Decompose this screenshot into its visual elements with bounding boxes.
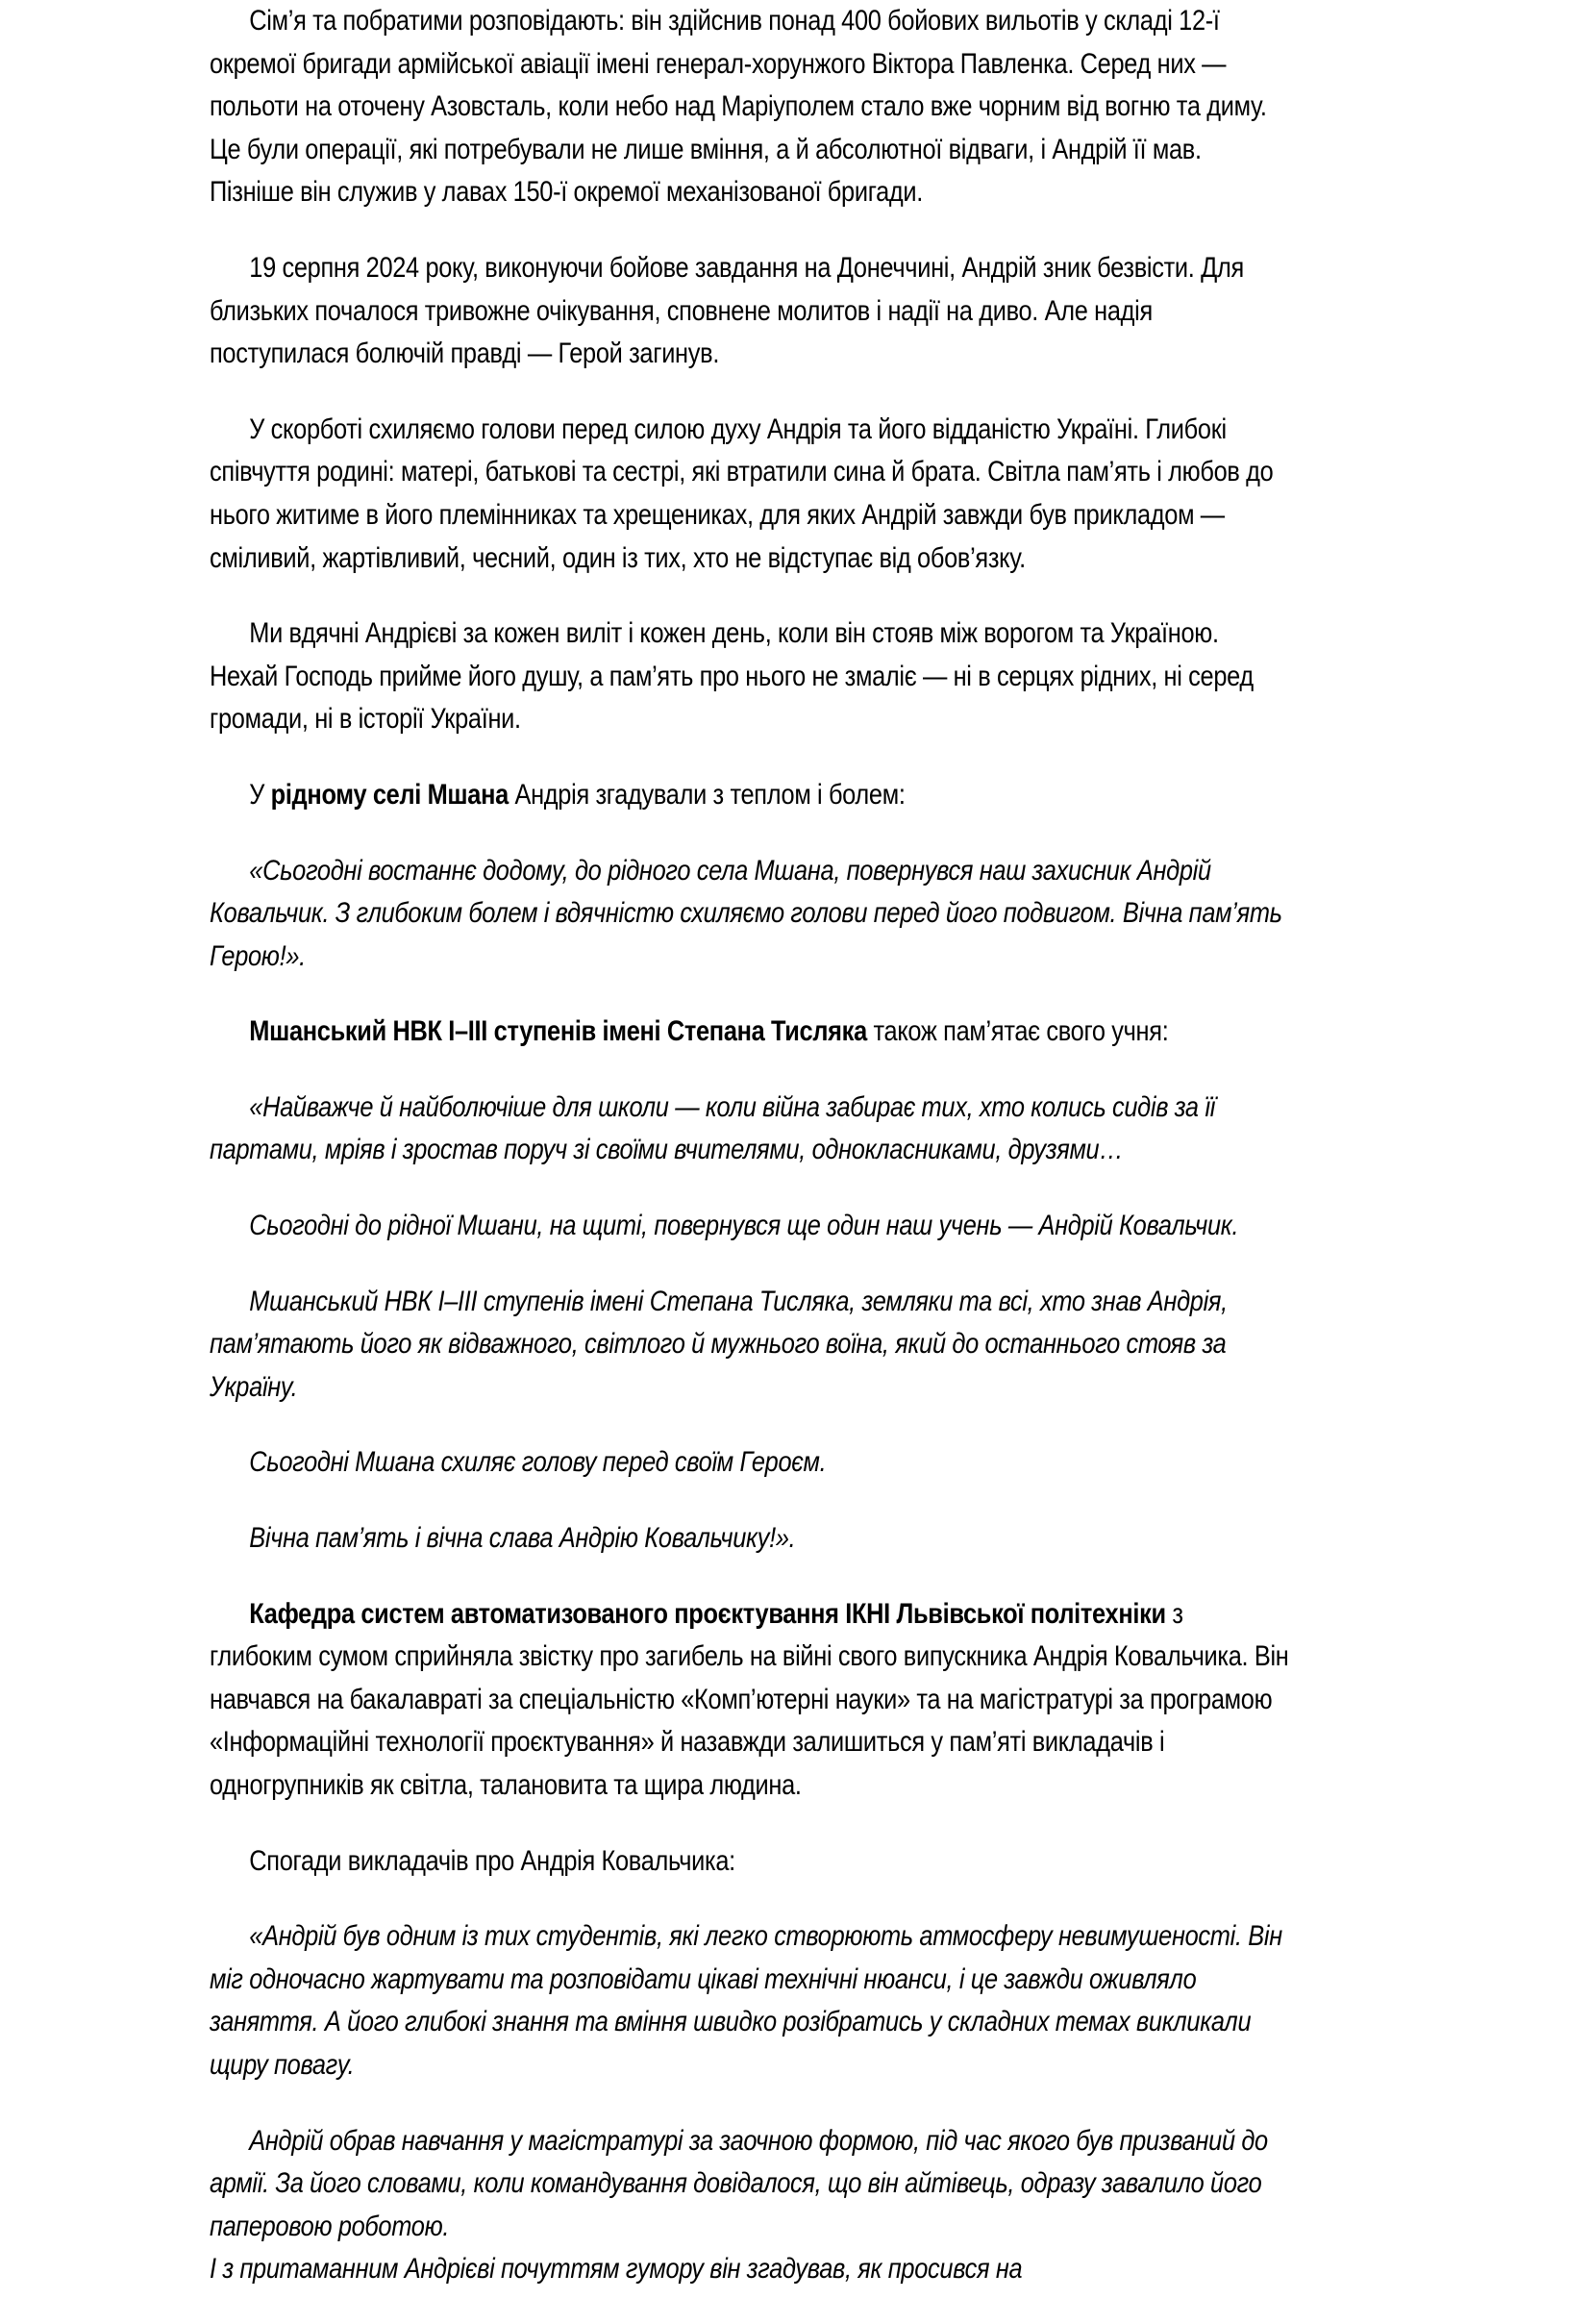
- lead-tail-school: також пам’ятає свого учня:: [866, 1015, 1169, 1048]
- quote-teacher-1: «Андрій був одним із тих студентів, які легко створюють атмосферу невимушеності. Він міг одночасно жартувати та розповідати цікаві технічні нюанси, і це завжди оживляло заняття. А його глибокі знання та вміння швидко розібратись у складних темах викликали щиру повагу.: [210, 1920, 1282, 2081]
- quote-teacher-2: Андрій обрав навчання у магістратурі за заочною формою, під час якого був призваний до армії. За його словами, коли командування довідалося, що він айтівець, одразу завалило його паперовою роботою.: [210, 2124, 1268, 2242]
- paragraph-4: Ми вдячні Андрієві за кожен виліт і кожен день, коли він стояв між ворогом та Україною. Нехай Господь прийме його душу, а пам’ять про нього не змаліє — ні в серцях рідних, ні серед громади, ні в історії України.: [210, 617, 1254, 736]
- paragraph-7-lead-school: [210, 1011, 1290, 1054]
- quote-school-4: Сьогодні Мшана схиляє голову перед своїм Героєм.: [249, 1446, 827, 1479]
- lead-bold-mshana: рідному селі Мшана: [270, 778, 509, 811]
- lead-bold-department: Кафедра систем автоматизованого проєктування ІКНІ Львівської політехніки: [249, 1597, 1166, 1630]
- quote-teacher-3-continued: І з притаманним Андрієві почуттям гумору він згадував, як просився на: [210, 2253, 1023, 2286]
- paragraph-13-lead-department: [210, 1593, 1290, 1808]
- paragraph-2: 19 серпня 2024 року, виконуючи бойове завдання на Донеччині, Андрій зник безвісти. Для близьких почалося тривожне очікування, сповнене молитов і надії на диво. Але надія поступилася болючій правді — Герой загинув.: [210, 251, 1244, 370]
- paragraph-3: У скорботі схиляємо голови перед силою духу Андрія та його відданістю Україні. Глибокі співчуття родині: матері, батькові та сестрі, які втратили сина й брата. Світла пам’ять і любов до нього житиме в його племінниках та хрещениках, для яких Андрій завжди був прикладом — сміливий, жартівливий, чесний, один із тих, хто не відступає від обов’язку.: [210, 412, 1274, 574]
- lead-tail-department: з глибоким сумом сприйняла звістку про загибель на війні свого випускника Андрія Ковальчика. Він навчався на бакалавраті за спеціальністю «Комп’ютерні науки» та на магістратурі за програмою «Інформаційні технології проєктування» й назавжди залишиться у пам’яті викладачів і одногрупників як світла, талановита та щира людина.: [210, 1597, 1289, 1801]
- quote-school-5: Вічна пам’ять і вічна слава Андрію Ковальчику!».: [249, 1522, 796, 1555]
- quote-school-1: «Найважче й найболючіше для школи — коли війна забирає тих, хто колись сидів за її партами, мріяв і зростав поруч зі своїми вчителями, однокласниками, друзями…: [210, 1090, 1215, 1166]
- paragraph-5-lead-mshana: [210, 774, 1290, 817]
- lead-prefix-mshana: У: [249, 778, 271, 811]
- lead-bold-school: Мшанський НВК І–ІІІ ступенів імені Степана Тисляка: [249, 1015, 867, 1048]
- lead-tail-mshana: Андрія згадували з теплом і болем:: [508, 778, 906, 811]
- paragraph-1: Сім’я та побратими розповідають: він здійснив понад 400 бойових вильотів у складі 12-ї окремої бригади армійської авіації імені генерал-хорунжого Віктора Павленка. Серед них — польоти на оточену Азовсталь, коли небо над Маріуполем стало вже чорним від вогню та диму. Це були операції, які потребували не лише вміння, а й абсолютної відваги, і Андрій її мав. Пізніше він служив у лавах 150-ї окремої механізованої бригади.: [210, 5, 1267, 209]
- quote-school-3: Мшанський НВК І–ІІІ ступенів імені Степана Тисляка, земляки та всі, хто знав Андрія, пам’ятають його як відважного, світлого й мужнього воїна, який до останнього стояв за Україну.: [210, 1285, 1228, 1403]
- quote-village-mshana: «Сьогодні востаннє додому, до рідного села Мшана, повернувся наш захисник Андрій Ковальчик. З глибоким болем і вдячністю схиляємо голови перед його подвигом. Вічна пам’ять Герою!».: [210, 854, 1282, 972]
- paragraph-14-memories-intro: Спогади викладачів про Андрія Ковальчика:: [249, 1844, 735, 1877]
- quote-school-2: Сьогодні до рідної Мшани, на щиті, повернувся ще один наш учень — Андрій Ковальчик.: [249, 1210, 1239, 1242]
- document-text-body: [210, 0, 1290, 2324]
